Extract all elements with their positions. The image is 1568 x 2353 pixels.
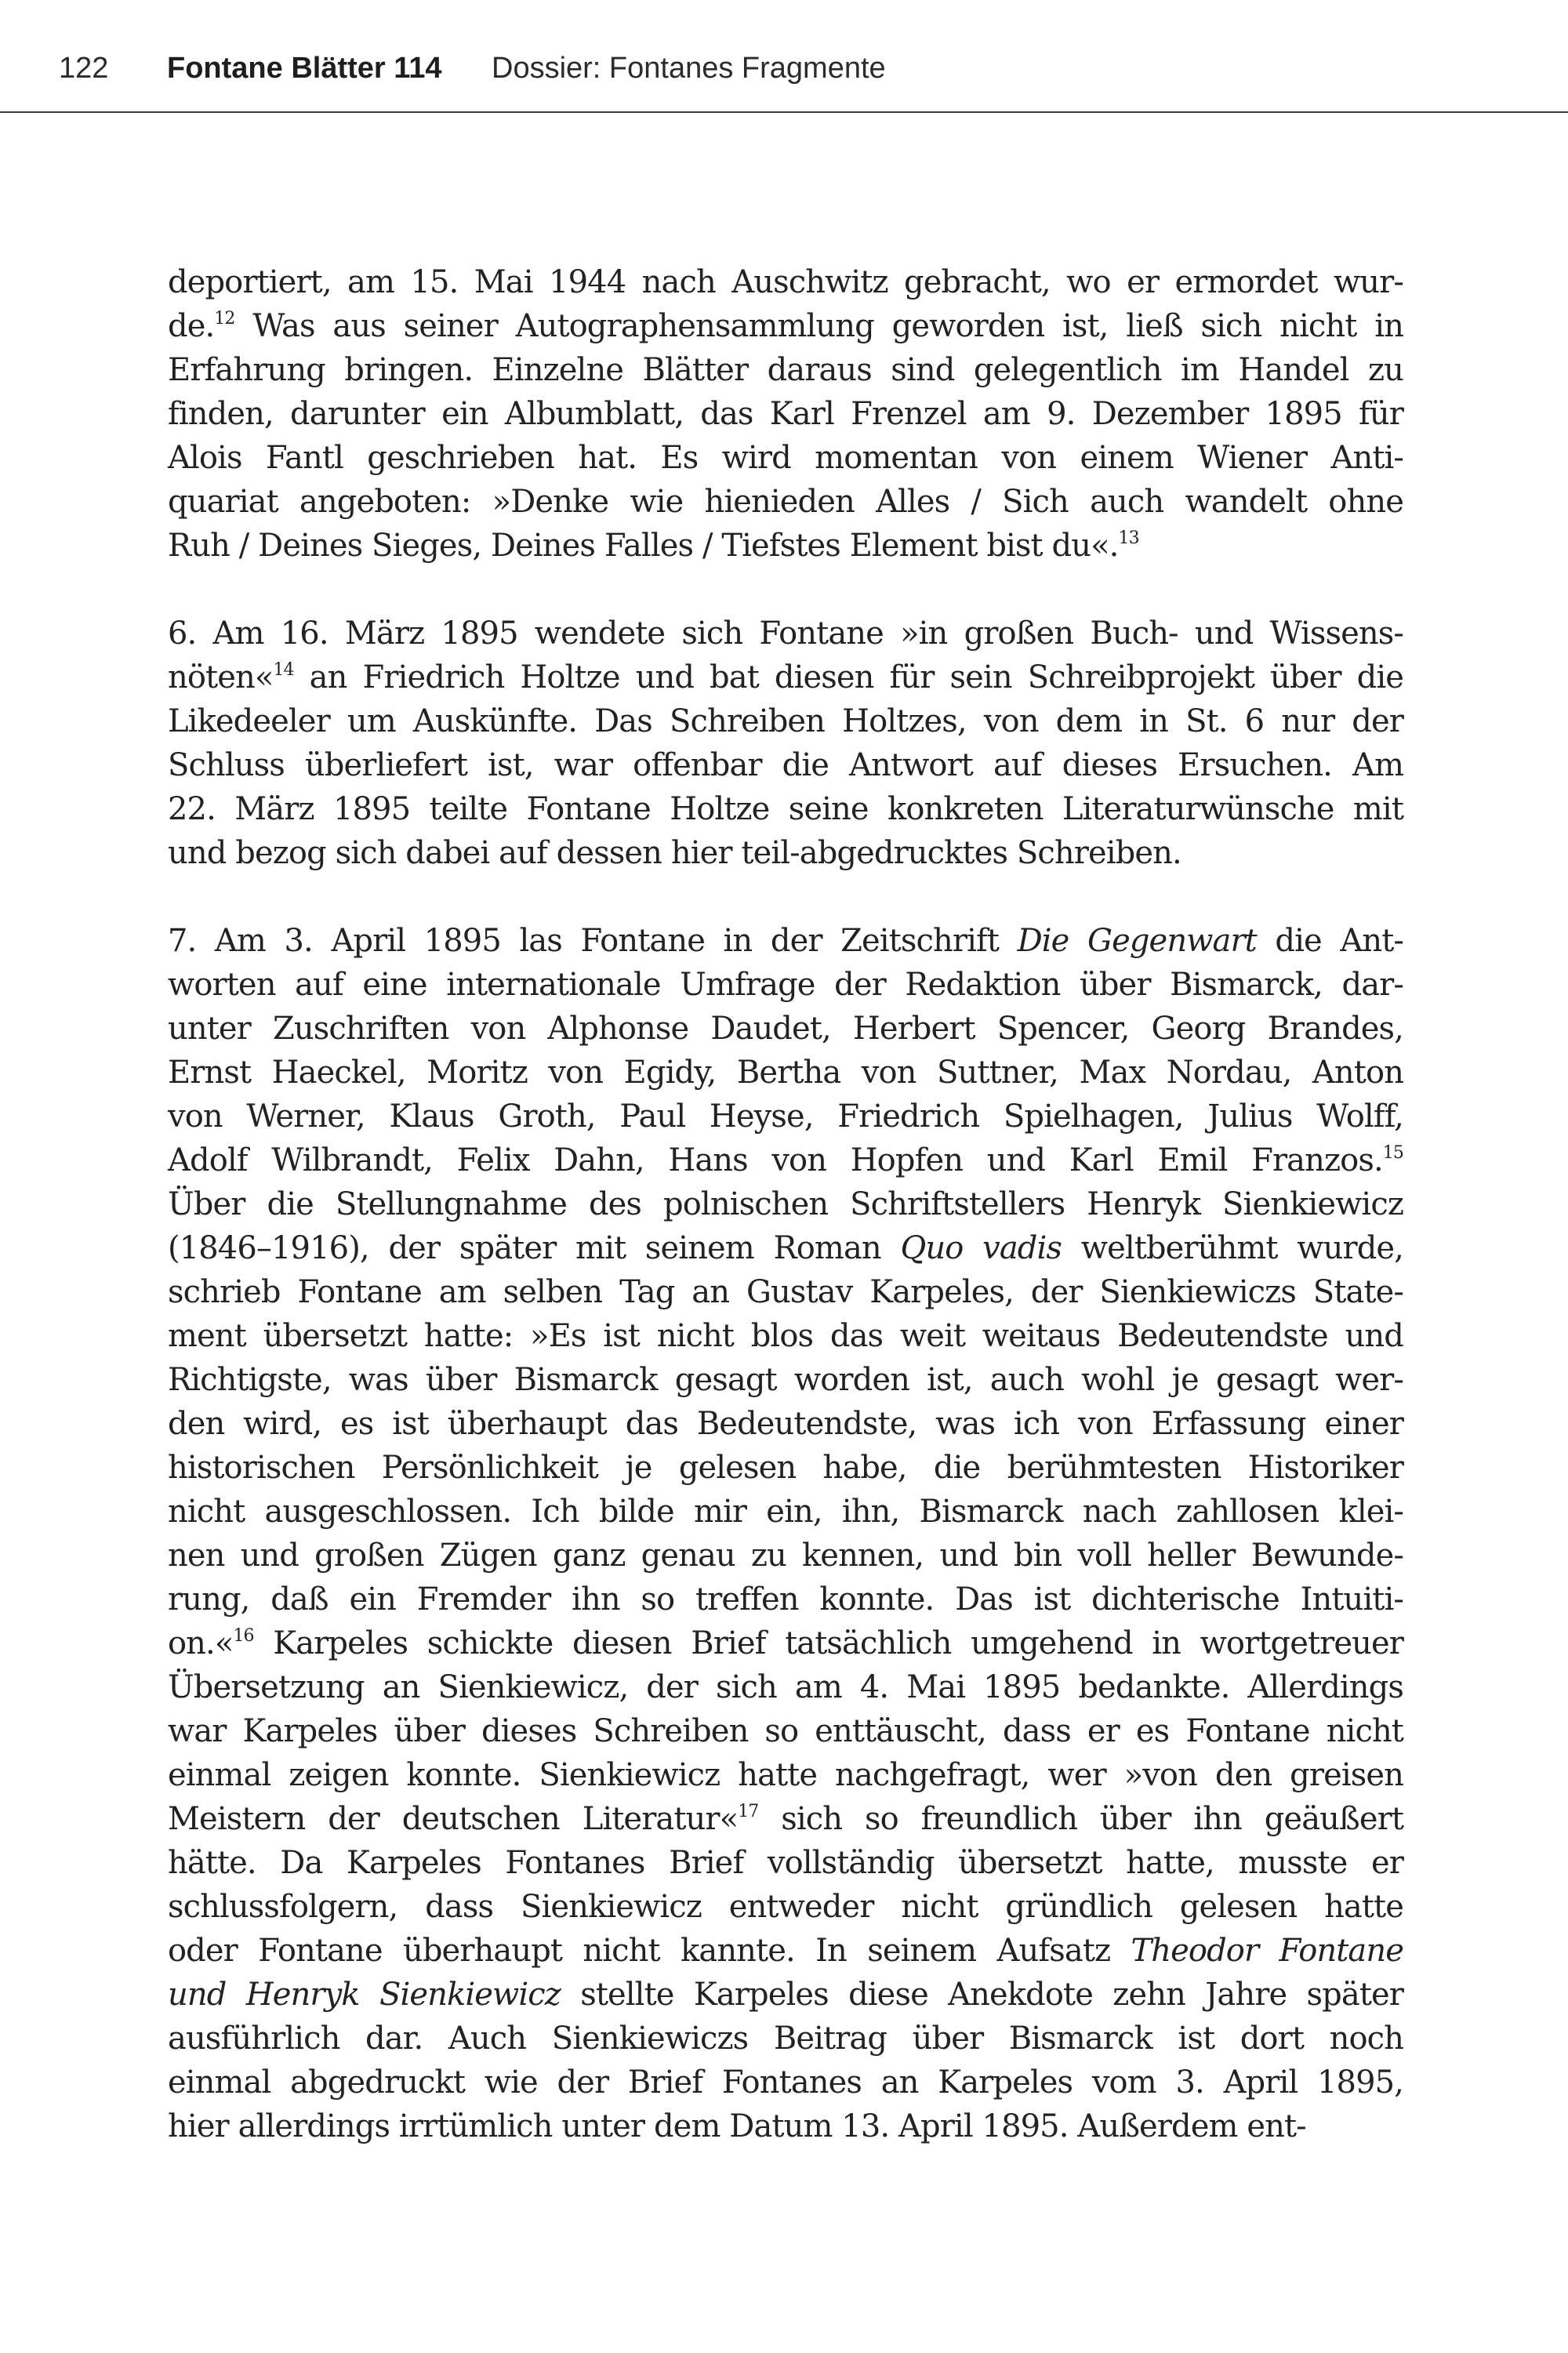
header-rule: [0, 111, 1568, 113]
section-title: Dossier: Fontanes Fragmente: [492, 52, 886, 85]
text-run: Ernst Haeckel, Moritz von Egidy, Bertha von Suttner, Max Nordau, Anton: [168, 1055, 1403, 1091]
paragraph-7: [168, 919, 1403, 2148]
text-run: schrieb Fontane am selben Tag an Gustav Karpeles, der Sienkiewiczs State-: [168, 1274, 1403, 1310]
page-number: 122: [59, 52, 109, 85]
text-line: [168, 1402, 1403, 1446]
text-run: war Karpeles über dieses Schreiben so enttäuscht, dass er es Fontane nicht: [168, 1713, 1403, 1749]
italic-title: Die Gegenwart: [1017, 923, 1257, 959]
text-run: 6. Am 16. März 1895 wendete sich Fontane »in großen Buch- und Wissens-: [168, 615, 1403, 652]
text-run: rung, daß ein Fremder ihn so treffen konnte. Das ist dichterische Intuiti-: [168, 1581, 1403, 1618]
text-run: Adolf Wilbrandt, Felix Dahn, Hans von Hopfen und Karl Emil Franzos.: [168, 1142, 1383, 1178]
text-line: [168, 1578, 1403, 1621]
text-line: [168, 260, 1403, 304]
text-line: [168, 1665, 1403, 1709]
text-line: [168, 1314, 1403, 1358]
text-run: hier allerdings irrtümlich unter dem Datum 13. April 1895. Außerdem ent-: [168, 2108, 1306, 2144]
text-run: Über die Stellungnahme des polnischen Schriftstellers Henryk Sienkiewicz: [168, 1186, 1403, 1222]
text-run: von Werner, Klaus Groth, Paul Heyse, Friedrich Spielhagen, Julius Wolff,: [168, 1098, 1403, 1135]
text-run: finden, darunter ein Albumblatt, das Karl Frenzel am 9. Dezember 1895 für: [168, 396, 1403, 432]
text-line: [168, 1841, 1403, 1885]
text-line: [168, 1051, 1403, 1095]
text-line: [168, 436, 1403, 480]
text-line: [168, 612, 1403, 655]
text-run: Alois Fantl geschrieben hat. Es wird momentan von einem Wiener Anti-: [168, 440, 1403, 476]
text-run: einmal abgedruckt wie der Brief Fontanes an Karpeles vom 3. April 1895,: [168, 2064, 1403, 2101]
text-run: schlussfolgern, dass Sienkiewicz entweder nicht gründlich gelesen hatte: [168, 1889, 1403, 1925]
text-run: nen und großen Zügen ganz genau zu kennen, und bin voll heller Bewunde-: [168, 1538, 1403, 1574]
paragraph-1: [168, 260, 1403, 568]
text-line: [168, 1885, 1403, 1929]
text-line: [168, 1095, 1403, 1138]
text-line: [168, 304, 1403, 348]
text-line: [168, 787, 1403, 831]
text-line: [168, 743, 1403, 787]
text-line: [168, 919, 1403, 963]
paragraph-6: [168, 612, 1403, 875]
running-header: [0, 0, 1568, 113]
text-run: hätte. Da Karpeles Fontanes Brief vollständig übersetzt hatte, musste er: [168, 1845, 1403, 1881]
text-run: nöten«: [168, 659, 274, 695]
text-line: [168, 655, 1403, 699]
text-run: Erfahrung bringen. Einzelne Blätter daraus sind gelegentlich im Handel zu: [168, 352, 1403, 388]
footnote-ref: 14: [273, 660, 294, 680]
text-run: sich so freundlich über ihn geäußert: [758, 1801, 1403, 1837]
text-line: [168, 1973, 1403, 2017]
text-run: Meistern der deutschen Literatur«: [168, 1801, 739, 1837]
text-run: unter Zuschriften von Alphonse Daudet, Herbert Spencer, Georg Brandes,: [168, 1011, 1403, 1047]
text-run: an Friedrich Holtze und bat diesen für sein Schreibprojekt über die: [293, 659, 1403, 695]
text-line: [168, 1490, 1403, 1534]
text-line: [168, 1534, 1403, 1578]
text-run: weltberühmt wurde,: [1062, 1230, 1403, 1266]
text-run: die Ant-: [1256, 923, 1404, 959]
text-run: (1846–1916), der später mit seinem Roman: [168, 1230, 901, 1266]
text-run: ment übersetzt hatte: »Es ist nicht blos das weit weitaus Bedeutendste und: [168, 1318, 1403, 1354]
text-line: [168, 1929, 1403, 1973]
footnote-ref: 15: [1382, 1143, 1403, 1163]
text-run: stellte Karpeles diese Anekdote zehn Jahre später: [560, 1977, 1403, 2013]
text-line: [168, 1182, 1403, 1226]
text-line: [168, 963, 1403, 1007]
text-line: [168, 1621, 1403, 1665]
text-line: [168, 1797, 1403, 1841]
text-run: Was aus seiner Autographensammlung geworden ist, ließ sich nicht in: [234, 308, 1403, 344]
text-line: [168, 1007, 1403, 1051]
italic-title: Theodor Fontane: [1131, 1933, 1403, 1969]
text-run: nicht ausgeschlossen. Ich bilde mir ein, ihn, Bismarck nach zahllosen klei-: [168, 1494, 1403, 1530]
italic-title: Quo vadis: [900, 1230, 1062, 1266]
text-run: einmal zeigen konnte. Sienkiewicz hatte nachgefragt, wer »von den greisen: [168, 1757, 1403, 1793]
body-text: [168, 260, 1403, 2148]
text-run: oder Fontane überhaupt nicht kannte. In seinem Aufsatz: [168, 1933, 1131, 1969]
text-line: [168, 1270, 1403, 1314]
footnote-ref: 12: [214, 309, 235, 329]
text-line: [168, 831, 1403, 875]
text-line: [168, 2104, 1403, 2148]
text-run: ausführlich dar. Auch Sienkiewiczs Beitrag über Bismarck ist dort noch: [168, 2021, 1403, 2057]
text-line: [168, 1226, 1403, 1270]
footnote-ref: 16: [233, 1626, 254, 1646]
text-line: [168, 1446, 1403, 1490]
text-run: 7. Am 3. April 1895 las Fontane in der Zeitschrift: [168, 923, 1018, 959]
text-run: den wird, es ist überhaupt das Bedeutendste, was ich von Erfassung einer: [168, 1406, 1403, 1442]
footnote-ref: 13: [1118, 528, 1139, 548]
text-run: de.: [168, 308, 215, 344]
text-line: [168, 1138, 1403, 1182]
text-line: [168, 392, 1403, 436]
text-line: [168, 524, 1403, 568]
journal-title: Fontane Blätter 114: [167, 52, 442, 85]
text-run: on.«: [168, 1625, 234, 1661]
text-line: [168, 348, 1403, 392]
text-line: [168, 2017, 1403, 2061]
text-line: [168, 1358, 1403, 1402]
text-run: Richtigste, was über Bismarck gesagt worden ist, auch wohl je gesagt wer-: [168, 1362, 1403, 1398]
text-run: und bezog sich dabei auf dessen hier teil-abgedrucktes Schreiben.: [168, 835, 1181, 871]
text-run: Karpeles schickte diesen Brief tatsächlich umgehend in wortgetreuer: [253, 1625, 1403, 1661]
text-run: 22. März 1895 teilte Fontane Holtze seine konkreten Literaturwünsche mit: [168, 791, 1403, 827]
text-run: Likedeeler um Auskünfte. Das Schreiben Holtzes, von dem in St. 6 nur der: [168, 703, 1403, 739]
text-run: deportiert, am 15. Mai 1944 nach Auschwitz gebracht, wo er ermordet wur-: [168, 264, 1403, 300]
text-run: Schluss überliefert ist, war offenbar die Antwort auf dieses Ersuchen. Am: [168, 747, 1403, 783]
text-run: historischen Persönlichkeit je gelesen habe, die berühmtesten Historiker: [168, 1450, 1403, 1486]
text-line: [168, 2061, 1403, 2104]
text-line: [168, 699, 1403, 743]
footnote-ref: 17: [738, 1802, 759, 1821]
text-run: Übersetzung an Sienkiewicz, der sich am 4. Mai 1895 bedankte. Allerdings: [168, 1669, 1403, 1705]
text-line: [168, 1709, 1403, 1753]
text-line: [168, 1753, 1403, 1797]
text-run: worten auf eine internationale Umfrage der Redaktion über Bismarck, dar-: [168, 967, 1403, 1003]
italic-title: und Henryk Sienkiewicz: [168, 1977, 561, 2013]
text-run: quariat angeboten: »Denke wie hienieden Alles / Sich auch wandelt ohne: [168, 484, 1403, 520]
text-line: [168, 480, 1403, 524]
text-run: Ruh / Deines Sieges, Deines Falles / Tiefstes Element bist du«.: [168, 528, 1119, 564]
